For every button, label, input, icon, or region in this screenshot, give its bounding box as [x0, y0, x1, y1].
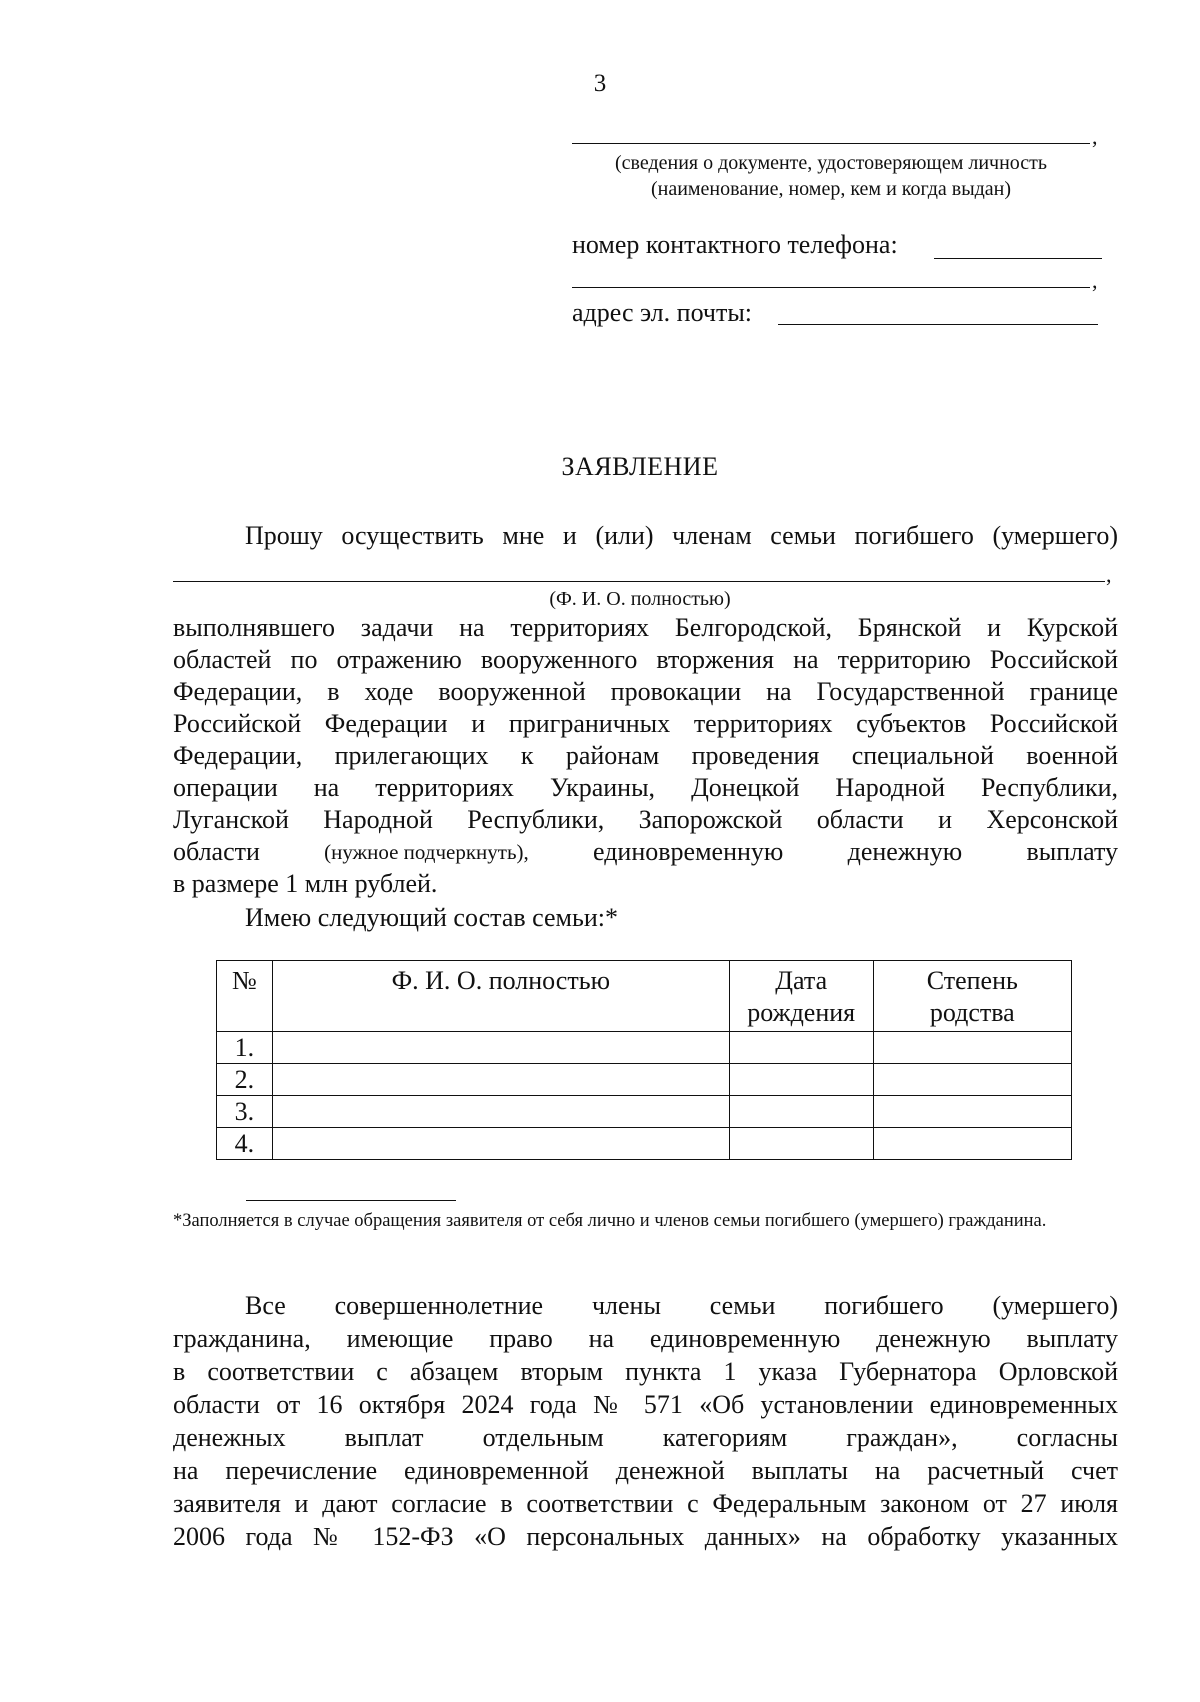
- row-birth-date-cell[interactable]: [729, 1128, 873, 1160]
- line8-word-2: выплату: [1026, 837, 1118, 866]
- id-document-comma: ,: [1092, 124, 1098, 149]
- consent-line-6: на перечисление единовременной денежной выплаты на расчетный счет: [173, 1456, 1118, 1485]
- request-line-3: Федерации, в ходе вооруженной провокации на Государственной границе: [173, 677, 1118, 706]
- request-line-6: операции на территориях Украины, Донецкой Народной Республики,: [173, 773, 1118, 802]
- consent-line-2: гражданина, имеющие право на единовременную денежную выплату: [173, 1324, 1118, 1353]
- request-line-4: Российской Федерации и приграничных территориях субъектов Российской: [173, 709, 1118, 738]
- table-header-row: [217, 961, 1072, 1032]
- table-row: [217, 1128, 1072, 1160]
- row-birth-date-cell[interactable]: [729, 1032, 873, 1064]
- consent-line-5: денежных выплат отдельным категориям граждан», согласны: [173, 1423, 1118, 1452]
- fio-comma: ,: [1106, 562, 1112, 587]
- row-number: 4.: [217, 1128, 273, 1160]
- consent-line-1: Все совершеннолетние члены семьи погибшего (умершего): [245, 1291, 1118, 1320]
- request-line-1: выполнявшего задачи на территориях Белгородской, Брянской и Курской: [173, 613, 1118, 642]
- row-number: 1.: [217, 1032, 273, 1064]
- phone-comma: ,: [1092, 268, 1098, 293]
- id-document-caption-2: (наименование, номер, кем и когда выдан): [650, 178, 1012, 200]
- header-relationship-line-1: Степень: [926, 966, 1018, 995]
- header-relationship: [873, 961, 1071, 1032]
- phone-blank-line[interactable]: [934, 258, 1102, 259]
- header-birth-date-line-1: Дата: [775, 966, 828, 995]
- row-relationship-cell[interactable]: [873, 1032, 1071, 1064]
- consent-line-3: в соответствии с абзацем вторым пункта 1 указа Губернатора Орловской: [173, 1357, 1118, 1386]
- phone-continuation-line[interactable]: [572, 287, 1090, 288]
- header-number: №: [217, 961, 273, 1032]
- header-birth-date-line-2: рождения: [747, 998, 856, 1027]
- row-birth-date-cell[interactable]: [729, 1096, 873, 1128]
- header-birth-date: [729, 961, 873, 1032]
- line8-note-underline: (нужное подчеркнуть),: [324, 840, 529, 864]
- header-relationship-line-2: родства: [929, 998, 1015, 1027]
- id-document-caption-1: (сведения о документе, удостоверяющем личность: [614, 152, 1048, 174]
- line8-words-payment: [593, 836, 1118, 868]
- id-document-blank-line[interactable]: [572, 143, 1090, 144]
- row-relationship-cell[interactable]: [873, 1096, 1071, 1128]
- request-line-8: [173, 836, 1118, 868]
- request-first-line: Прошу осуществить мне и (или) членам семьи погибшего (умершего): [245, 521, 1118, 550]
- table-row: [217, 1096, 1072, 1128]
- footnote-separator: [246, 1200, 456, 1201]
- email-blank-line[interactable]: [778, 324, 1098, 325]
- row-number: 2.: [217, 1064, 273, 1096]
- request-line-5: Федерации, прилегающих к районам проведения специальной военной: [173, 741, 1118, 770]
- row-full-name-cell[interactable]: [272, 1064, 729, 1096]
- line8-word-oblasti: области: [173, 837, 260, 866]
- row-number: 3.: [217, 1096, 273, 1128]
- consent-line-8: 2006 года № 152-ФЗ «О персональных данных» на обработку указанных: [173, 1522, 1118, 1551]
- phone-label: номер контактного телефона:: [572, 230, 898, 259]
- line8-word-0: единовременную: [593, 837, 784, 866]
- consent-line-7: заявителя и дают согласие в соответствии с Федеральным законом от 27 июля: [173, 1489, 1118, 1518]
- request-line-9: в размере 1 млн рублей.: [173, 869, 438, 898]
- request-line-2: областей по отражению вооруженного вторжения на территорию Российской: [173, 645, 1118, 674]
- consent-line-4: области от 16 октября 2024 года № 571 «Об установлении единовременных: [173, 1390, 1118, 1419]
- row-relationship-cell[interactable]: [873, 1128, 1071, 1160]
- family-composition-table: [216, 960, 1072, 1160]
- row-full-name-cell[interactable]: [272, 1032, 729, 1064]
- page-number: 3: [593, 70, 607, 97]
- fio-caption: (Ф. И. О. полностью): [549, 588, 731, 610]
- row-relationship-cell[interactable]: [873, 1064, 1071, 1096]
- row-full-name-cell[interactable]: [272, 1128, 729, 1160]
- table-row: [217, 1064, 1072, 1096]
- email-label: адрес эл. почты:: [572, 298, 753, 327]
- deceased-fio-blank-line[interactable]: [173, 581, 1105, 582]
- header-full-name: Ф. И. О. полностью: [272, 961, 729, 1032]
- row-birth-date-cell[interactable]: [729, 1064, 873, 1096]
- table-row: [217, 1032, 1072, 1064]
- row-full-name-cell[interactable]: [272, 1096, 729, 1128]
- request-line-7: Луганской Народной Республики, Запорожской области и Херсонской: [173, 805, 1118, 834]
- line8-word-1: денежную: [847, 837, 963, 866]
- footnote-text: *Заполняется в случае обращения заявителя от себя лично и членов семьи погибшего (умершего) гражданина.: [173, 1211, 1047, 1231]
- family-intro: Имею следующий состав семьи:*: [245, 903, 618, 932]
- document-title: ЗАЯВЛЕНИЕ: [561, 452, 719, 481]
